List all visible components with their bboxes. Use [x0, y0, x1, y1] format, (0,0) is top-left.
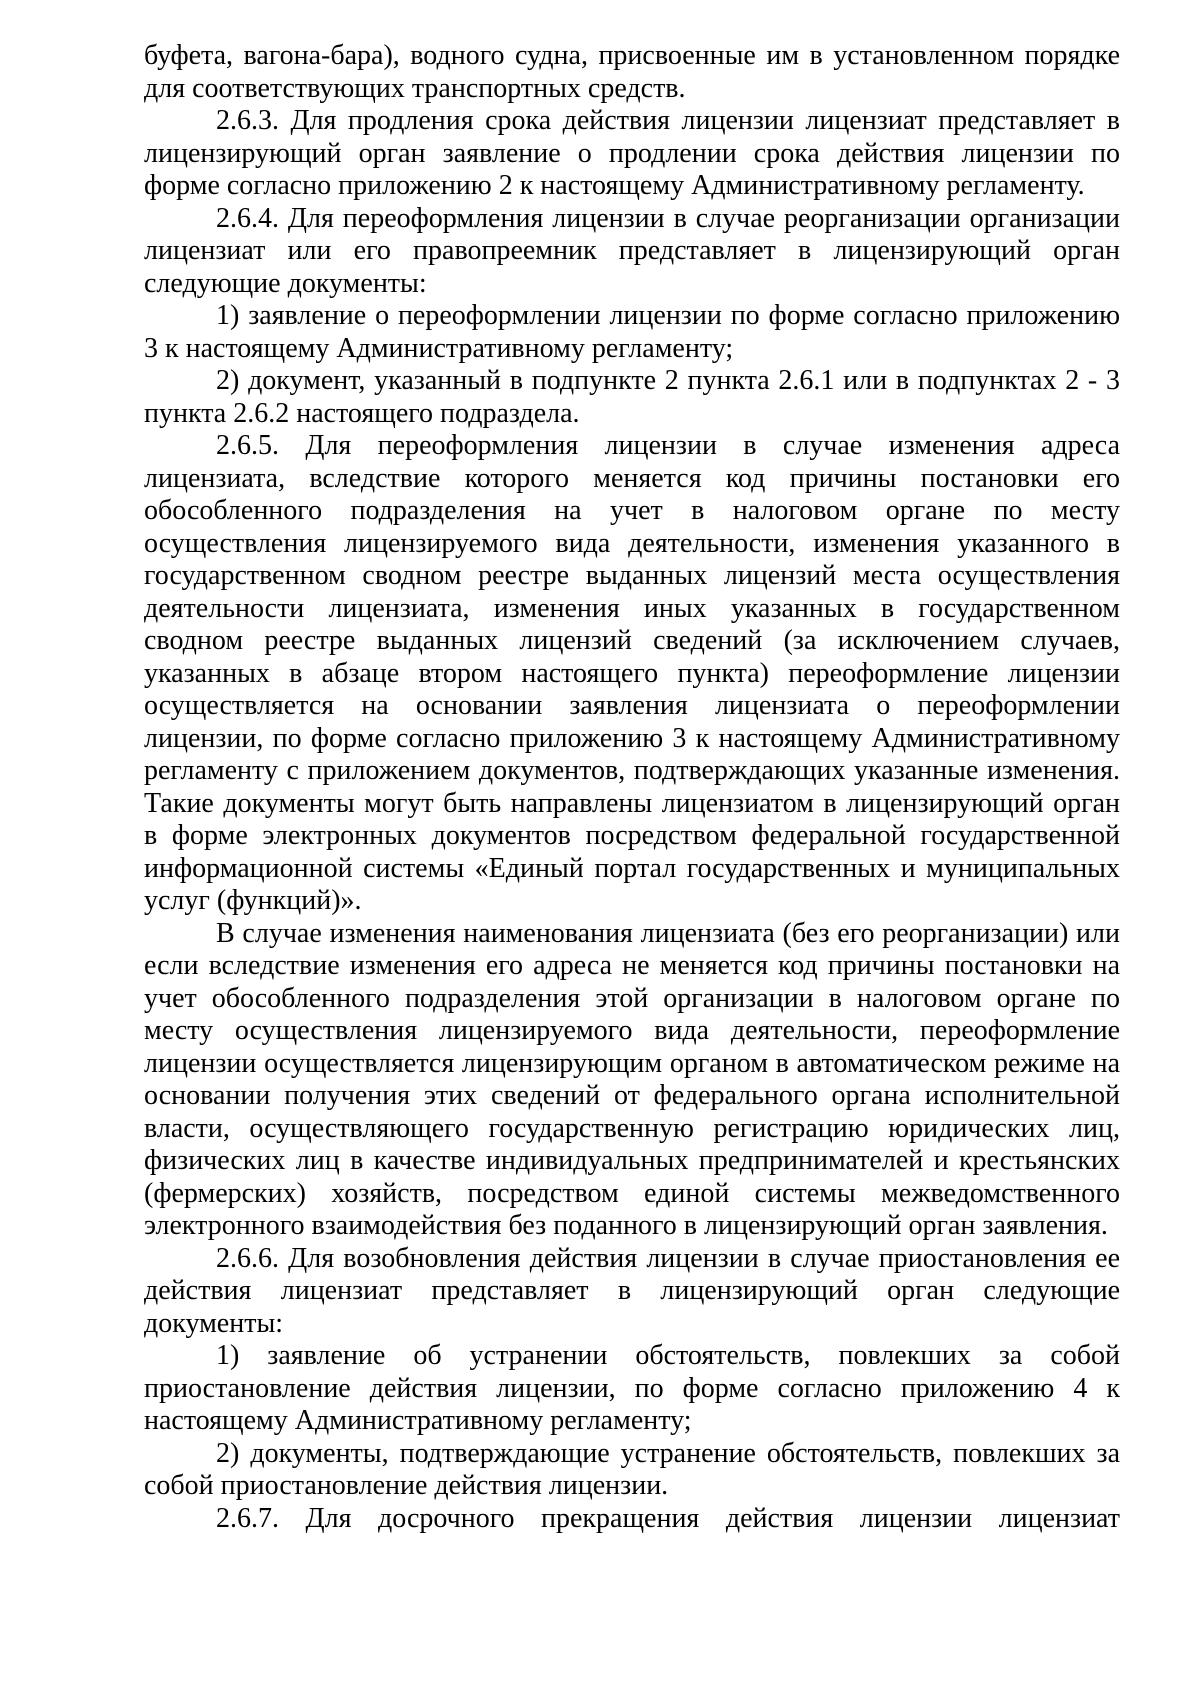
- paragraph-continuation: буфета, вагона-бара), водного судна, присвоенные им в установленном порядке для соответствующих транспортных средств.: [144, 40, 1120, 104]
- paragraph-2-6-5: 2.6.5. Для переоформления лицензии в случае изменения адреса лицензиата, вследствие которого меняется код причины постановки его обособленного подразделения на учет в налоговом органе по месту осуществления лицензируемого вида деятельности, изменения указанного в государственном сводном реестре выданных лицензий места осуществления деятельности лицензиата, изменения иных указанных в государственном сводном реестре выданных лицензий сведений (за исключением случаев, указанных в абзаце втором настоящего пункта) переоформление лицензии осуществляется на основании заявления лицензиата о переоформлении лицензии, по форме согласно приложению 3 к настоящему Административному регламенту с приложением документов, подтверждающих указанные изменения. Такие документы могут быть направлены лицензиатом в лицензирующий орган в форме электронных документов посредством федеральной государственной информационной системы «Единый портал государственных и муниципальных услуг (функций)».: [144, 430, 1120, 916]
- list-item-2-6-4-2: 2) документ, указанный в подпункте 2 пункта 2.6.1 или в подпунктах 2 - 3 пункта 2.6.2 настоящего подраздела.: [144, 365, 1120, 429]
- paragraph-2-6-5-second: В случае изменения наименования лицензиата (без его реорганизации) или если вследствие изменения его адреса не меняется код причины постановки на учет обособленного подразделения этой организации в налоговом органе по месту осуществления лицензируемого вида деятельности, переоформление лицензии осуществляется лицензирующим органом в автоматическом режиме на основании получения этих сведений от федерального органа исполнительной власти, осуществляющего государственную регистрацию юридических лиц, физических лиц в качестве индивидуальных предпринимателей и крестьянских (фермерских) хозяйств, посредством единой системы межведомственного электронного взаимодействия без поданного в лицензирующий орган заявления.: [144, 917, 1120, 1241]
- list-item-2-6-4-1: 1) заявление о переоформлении лицензии по форме согласно приложению 3 к настоящему Административному регламенту;: [144, 300, 1120, 364]
- paragraph-2-6-3: 2.6.3. Для продления срока действия лицензии лицензиат представляет в лицензирующий орган заявление о продлении срока действия лицензии по форме согласно приложению 2 к настоящему Административному регламенту.: [144, 105, 1120, 201]
- paragraph-2-6-4: 2.6.4. Для переоформления лицензии в случае реорганизации организации лицензиат или его правопреемник представляет в лицензирующий орган следующие документы:: [144, 202, 1120, 299]
- paragraph-2-6-7: 2.6.7. Для досрочного прекращения действия лицензии лицензиат: [216, 1502, 1120, 1534]
- document-page: [144, 40, 1120, 1535]
- paragraph-2-6-6: 2.6.6. Для возобновления действия лицензии в случае приостановления ее действия лицензиат представляет в лицензирующий орган следующие документы:: [144, 1242, 1120, 1339]
- list-item-2-6-6-1: 1) заявление об устранении обстоятельств, повлекших за собой приостановление действия лицензии, по форме согласно приложению 4 к настоящему Административному регламенту;: [144, 1340, 1120, 1436]
- list-item-2-6-6-2: 2) документы, подтверждающие устранение обстоятельств, повлекших за собой приостановление действия лицензии.: [144, 1437, 1120, 1501]
